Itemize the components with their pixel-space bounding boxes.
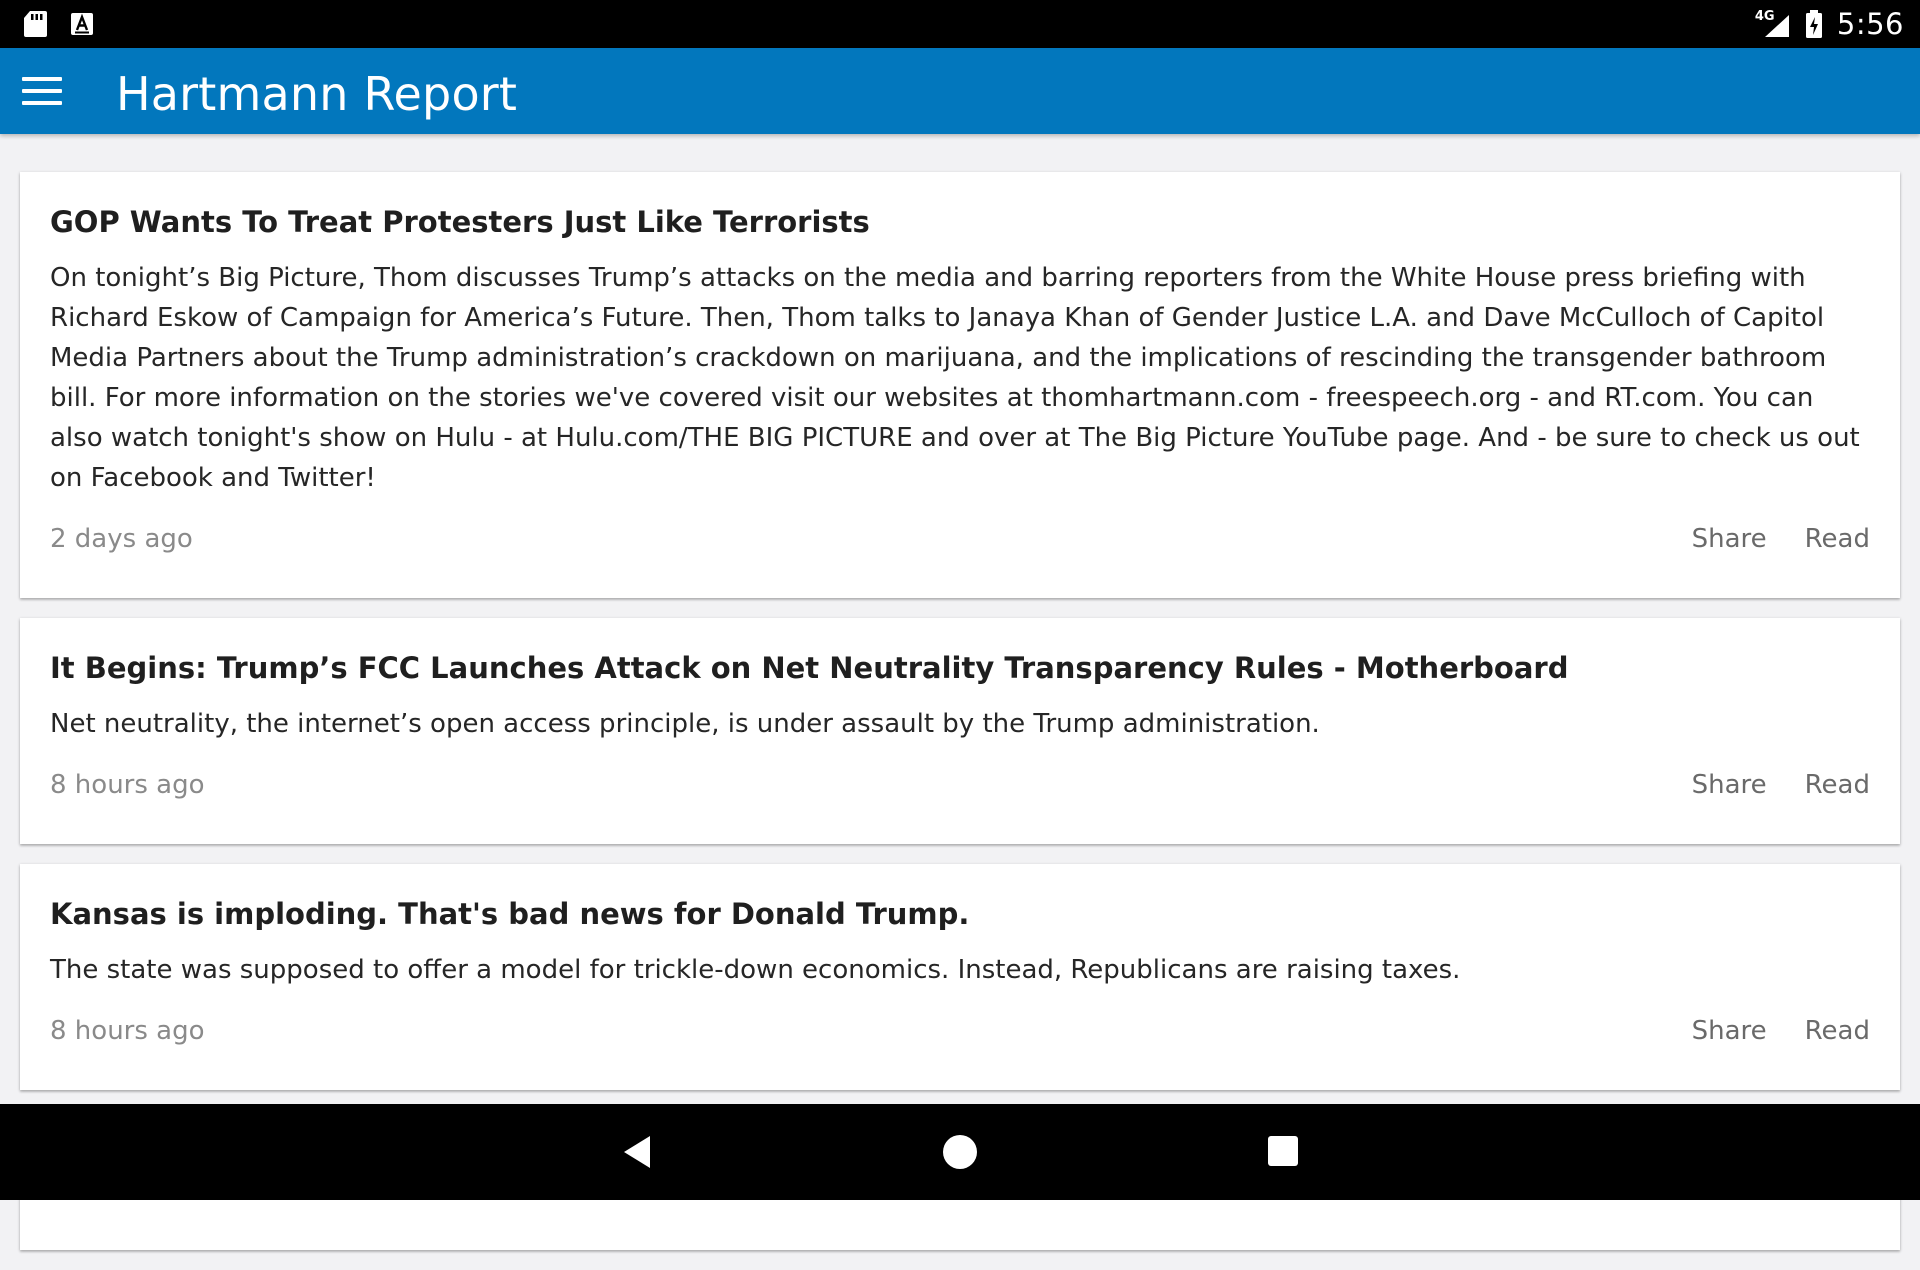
card-actions <box>1692 1016 1870 1046</box>
back-icon[interactable] <box>620 1134 656 1170</box>
card-actions <box>1692 770 1870 800</box>
share-button[interactable]: Share <box>1691 770 1767 800</box>
recent-apps-icon[interactable] <box>1268 1136 1298 1166</box>
sd-card-icon <box>22 10 48 38</box>
card-timestamp: 8 hours ago <box>50 770 205 800</box>
clock: 5:56 <box>1836 7 1904 41</box>
news-card[interactable] <box>20 618 1900 844</box>
card-actions <box>1692 524 1870 554</box>
home-icon[interactable] <box>943 1135 977 1169</box>
share-button[interactable]: Share <box>1691 524 1767 554</box>
battery-charging-icon <box>1805 9 1823 39</box>
app-title: Hartmann Report <box>116 67 518 121</box>
card-description: Net neutrality, the internet’s open access principle, is under assault by the Trump administration. <box>50 709 1320 739</box>
system-icons <box>1753 6 1904 42</box>
card-footer <box>50 990 1870 1090</box>
card-footer <box>50 498 1870 598</box>
hamburger-menu-icon[interactable] <box>14 63 70 119</box>
read-button[interactable]: Read <box>1804 770 1870 800</box>
network-type: 4G <box>1754 9 1775 24</box>
read-button[interactable]: Read <box>1804 524 1870 554</box>
status-bar <box>0 0 1920 48</box>
app-bar <box>0 48 1920 134</box>
read-button[interactable]: Read <box>1804 1016 1870 1046</box>
card-description: The state was supposed to offer a model for trickle-down economics. Instead, Republicans are raising taxes. <box>50 955 1461 985</box>
card-title[interactable]: GOP Wants To Treat Protesters Just Like Terrorists <box>50 205 870 239</box>
notification-icons <box>22 10 94 38</box>
card-footer <box>50 744 1870 844</box>
card-title[interactable]: Kansas is imploding. That's bad news for Donald Trump. <box>50 897 970 931</box>
share-button[interactable]: Share <box>1691 1016 1767 1046</box>
card-description: On tonight’s Big Picture, Thom discusses Trump’s attacks on the media and barring reporters from the White House press briefing with Richard Eskow of Campaign for America’s Future. Then, Thom talks to Janaya Khan of Gender Justice L.A. and Dave McCulloch of Capitol Media Partners about the Trump administration’s crackdown on marijuana, and the implications of rescinding the transgender bathroom bill. For more information on the stories we've covered visit our websites at thomhartmann.com - freespeech.org - and RT.com. You can also watch tonight's show on Hulu - at Hulu.com/THE BIG PICTURE and over at The Big Picture YouTube page. And - be sure to check us out on Facebook and Twitter! <box>50 263 1860 493</box>
a-notification-icon <box>70 12 94 36</box>
news-card[interactable] <box>20 864 1900 1090</box>
card-title[interactable]: It Begins: Trump’s FCC Launches Attack on Net Neutrality Transparency Rules - Motherboard <box>50 651 1569 685</box>
news-card[interactable] <box>20 172 1900 598</box>
navigation-bar <box>0 1104 1920 1200</box>
card-timestamp: 2 days ago <box>50 524 193 554</box>
card-timestamp: 8 hours ago <box>50 1016 205 1046</box>
signal-icon <box>1753 9 1791 39</box>
